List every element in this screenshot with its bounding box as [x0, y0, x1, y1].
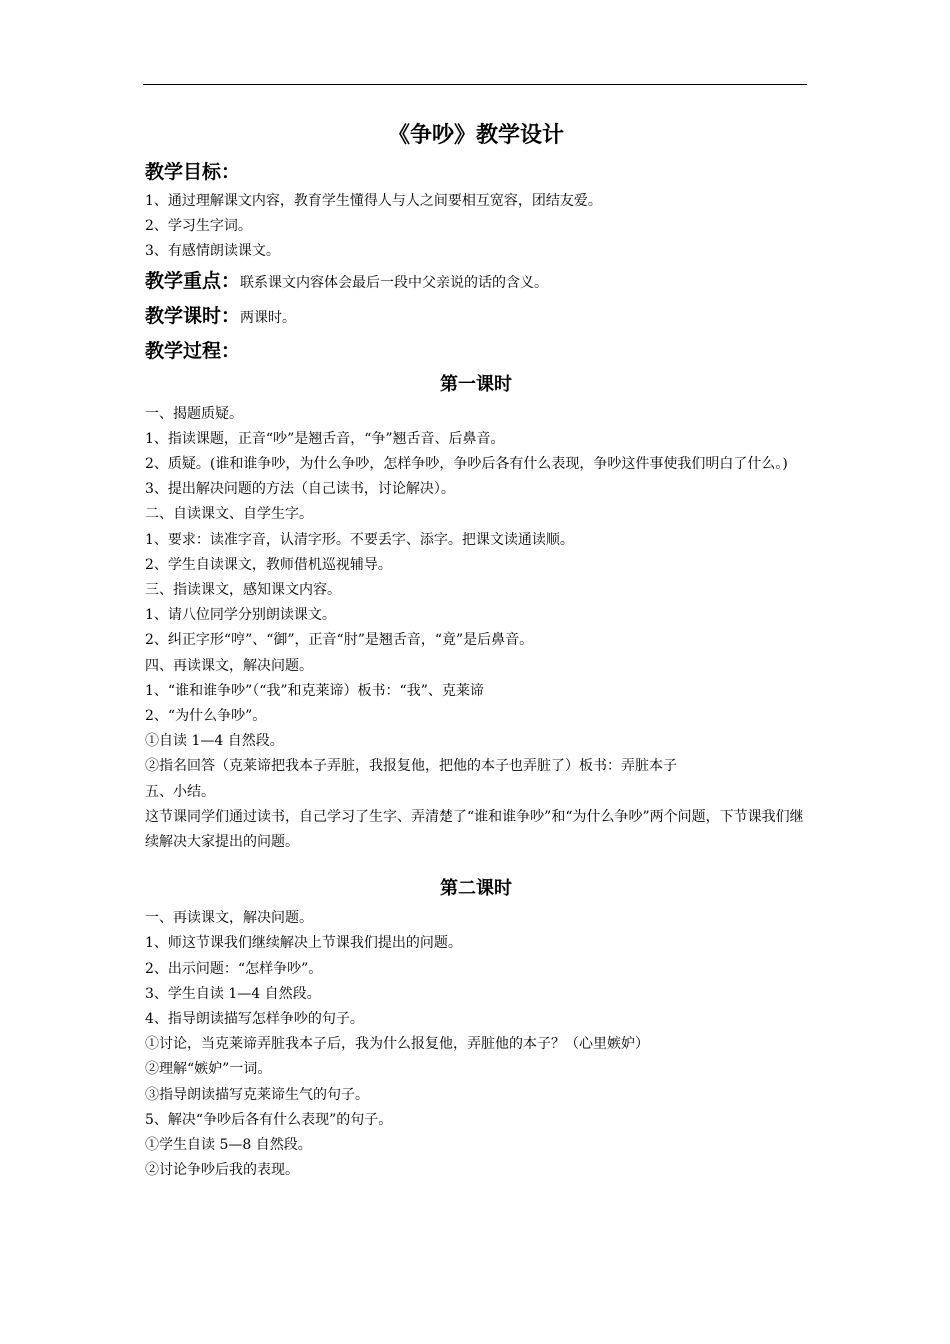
paragraph: ②指名回答（克莱谛把我本子弄脏，我报复他，把他的本子也弄脏了）板书：弄脏本子: [145, 758, 677, 775]
paragraph: 2、学生自读课文，教师借机巡视辅导。: [145, 556, 392, 573]
paragraph: 2、纠正字形“哼”、“御”，正音“肘”是翘舌音，“竟”是后鼻音。: [145, 632, 534, 649]
paragraph: 1、“谁和谁争吵”（“我”和克莱谛）板书：“我”、克莱谛: [145, 682, 484, 699]
paragraph: 2、出示问题：“怎样争吵”。: [145, 960, 323, 977]
paragraph: 5、解决“争吵后各有什么表现”的句子。: [145, 1111, 393, 1128]
paragraph: 4、指导朗读描写怎样争吵的句子。: [145, 1011, 364, 1028]
lesson1-lines: [145, 402, 807, 856]
section-spacer: [145, 855, 807, 872]
paragraph: 这节课同学们通过读书，自己学习了生字、弄清楚了“谁和谁争吵”和“为什么争吵”两个问题，下节课我们继续解决大家提出的问题。: [145, 808, 804, 851]
hours-label: 教学课时：: [145, 304, 241, 327]
paragraph: ①自读 1—4 自然段。: [145, 733, 284, 750]
header-rule: [143, 84, 807, 85]
focus-heading: [145, 265, 807, 300]
objective-item: 1、通过理解课文内容，教育学生懂得人与人之间要相互宽容，团结友爱。: [145, 193, 602, 209]
hours-value: 两课时。: [240, 309, 297, 326]
process-label: 教学过程：: [145, 339, 241, 362]
document-title: 《争吵》教学设计: [387, 123, 564, 148]
paragraph: 一、揭题质疑。: [145, 405, 243, 422]
lesson2-heading: 第二课时: [440, 878, 512, 900]
objectives-label: 教学目标：: [145, 161, 241, 183]
paragraph: ①学生自读 5—8 自然段。: [145, 1137, 312, 1154]
objective-item: 3、有感情朗读课文。: [145, 243, 280, 260]
paragraph: ③指导朗读描写克莱谛生气的句子。: [145, 1086, 369, 1103]
objectives-heading: [145, 156, 807, 189]
paragraph: 二、自读课文、自学生字。: [145, 506, 313, 523]
paragraph: 一、再读课文，解决问题。: [145, 910, 313, 927]
paragraph: 3、学生自读 1—4 自然段。: [145, 985, 321, 1002]
paragraph: 1、师这节课我们继续解决上节课我们提出的问题。: [145, 935, 462, 952]
focus-value: 联系课文内容体会最后一段中父亲说的话的含义。: [240, 274, 549, 291]
lesson2-lines: [145, 906, 807, 1183]
paragraph: ②理解“嫉妒”一词。: [145, 1061, 272, 1078]
paragraph: 四、再读课文，解决问题。: [145, 657, 313, 674]
hours-heading: [145, 300, 807, 335]
paragraph: 1、要求：读准字音，认清字形。不要丢字、添字。把课文读通读顺。: [145, 531, 574, 548]
focus-label: 教学重点：: [145, 269, 241, 292]
paragraph: 2、“为什么争吵”。: [145, 708, 267, 725]
objective-item: 2、学习生字词。: [145, 218, 252, 235]
paragraph: ②讨论争吵后我的表现。: [145, 1162, 299, 1179]
paragraph: 三、指读课文，感知课文内容。: [145, 582, 341, 599]
paragraph: 3、提出解决问题的方法（自己读书，讨论解决）。: [145, 481, 455, 498]
paragraph: 1、请八位同学分别朗读课文。: [145, 607, 336, 624]
paragraph: 2、质疑。(谁和谁争吵，为什么争吵，怎样争吵，争吵后各有什么表现，争吵这件事使我们明白了什么。): [145, 456, 788, 473]
paragraph: ①讨论，当克莱谛弄脏我本子后，我为什么报复他，弄脏他的本子？（心里嫉妒）: [145, 1036, 649, 1053]
paragraph: 五、小结。: [145, 783, 215, 800]
paragraph: 1、指读课题，正音“吵”是翘舌音，“争”翘舌音、后鼻音。: [145, 430, 505, 447]
lesson1-heading: 第一课时: [440, 373, 512, 395]
process-heading: [145, 335, 807, 368]
document-body: [145, 118, 807, 1184]
